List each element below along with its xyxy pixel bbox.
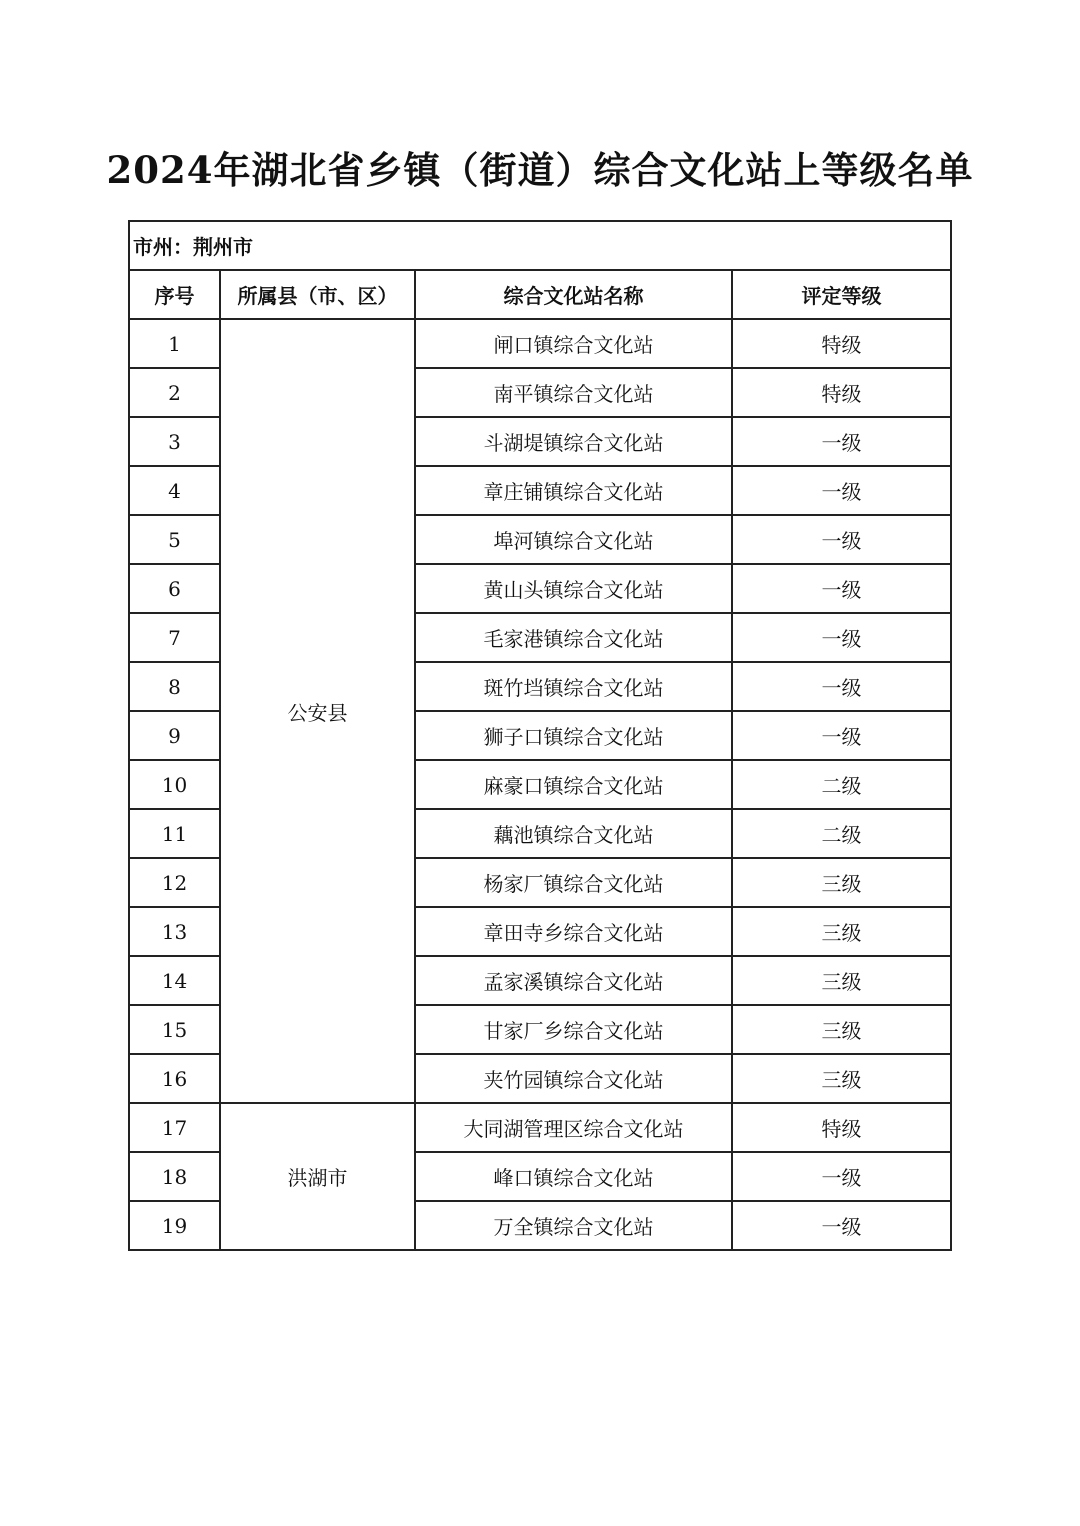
grade-level: 二级: [732, 760, 951, 809]
row-index: 12: [129, 858, 220, 907]
row-index: 1: [129, 319, 220, 368]
row-index: 17: [129, 1103, 220, 1152]
station-name: 狮子口镇综合文化站: [415, 711, 732, 760]
station-name: 章田寺乡综合文化站: [415, 907, 732, 956]
grade-level: 特级: [732, 368, 951, 417]
station-name: 藕池镇综合文化站: [415, 809, 732, 858]
grade-level: 一级: [732, 564, 951, 613]
row-index: 7: [129, 613, 220, 662]
row-index: 16: [129, 1054, 220, 1103]
grade-level: 一级: [732, 466, 951, 515]
grade-level: 二级: [732, 809, 951, 858]
grade-level: 三级: [732, 907, 951, 956]
station-name: 甘家厂乡综合文化站: [415, 1005, 732, 1054]
station-name: 斑竹垱镇综合文化站: [415, 662, 732, 711]
row-index: 18: [129, 1152, 220, 1201]
station-name: 章庄铺镇综合文化站: [415, 466, 732, 515]
header-row: [129, 270, 951, 319]
table-body: [129, 221, 951, 1250]
region-cell: [129, 221, 951, 270]
station-name: 峰口镇综合文化站: [415, 1152, 732, 1201]
row-index: 15: [129, 1005, 220, 1054]
grade-level: 一级: [732, 711, 951, 760]
station-name: 孟家溪镇综合文化站: [415, 956, 732, 1005]
row-index: 4: [129, 466, 220, 515]
station-name: 大同湖管理区综合文化站: [415, 1103, 732, 1152]
grade-level: 一级: [732, 1201, 951, 1250]
station-name: 黄山头镇综合文化站: [415, 564, 732, 613]
station-name: 南平镇综合文化站: [415, 368, 732, 417]
station-name: 斗湖堤镇综合文化站: [415, 417, 732, 466]
row-index: 8: [129, 662, 220, 711]
row-index: 2: [129, 368, 220, 417]
grade-level: 一级: [732, 417, 951, 466]
row-index: 19: [129, 1201, 220, 1250]
grade-level: 三级: [732, 1005, 951, 1054]
document-title: 2024年湖北省乡镇（街道）综合文化站上等级名单: [106, 148, 974, 192]
station-grade-table: [128, 220, 952, 1251]
row-index: 10: [129, 760, 220, 809]
grade-level: 三级: [732, 858, 951, 907]
grade-level: 一级: [732, 662, 951, 711]
header-station: 综合文化站名称: [415, 270, 732, 319]
region-value: 荆州市: [193, 235, 253, 259]
grade-level: 三级: [732, 956, 951, 1005]
county-cell: 洪湖市: [220, 1103, 415, 1250]
row-index: 13: [129, 907, 220, 956]
grade-level: 一级: [732, 515, 951, 564]
station-name: 万全镇综合文化站: [415, 1201, 732, 1250]
station-name: 闸口镇综合文化站: [415, 319, 732, 368]
county-cell: 公安县: [220, 319, 415, 1103]
table-row: [129, 1103, 951, 1152]
row-index: 5: [129, 515, 220, 564]
region-label: 市州：: [133, 235, 193, 259]
row-index: 11: [129, 809, 220, 858]
grade-level: 特级: [732, 1103, 951, 1152]
row-index: 6: [129, 564, 220, 613]
station-name: 杨家厂镇综合文化站: [415, 858, 732, 907]
row-index: 9: [129, 711, 220, 760]
region-row: [129, 221, 951, 270]
table-row: [129, 319, 951, 368]
station-name: 夹竹园镇综合文化站: [415, 1054, 732, 1103]
station-name: 毛家港镇综合文化站: [415, 613, 732, 662]
station-name: 麻豪口镇综合文化站: [415, 760, 732, 809]
row-index: 3: [129, 417, 220, 466]
station-name: 埠河镇综合文化站: [415, 515, 732, 564]
grade-level: 一级: [732, 1152, 951, 1201]
grade-level: 三级: [732, 1054, 951, 1103]
row-index: 14: [129, 956, 220, 1005]
header-index: 序号: [129, 270, 220, 319]
grade-level: 一级: [732, 613, 951, 662]
header-grade: 评定等级: [732, 270, 951, 319]
header-county: 所属县（市、区）: [220, 270, 415, 319]
grade-level: 特级: [732, 319, 951, 368]
